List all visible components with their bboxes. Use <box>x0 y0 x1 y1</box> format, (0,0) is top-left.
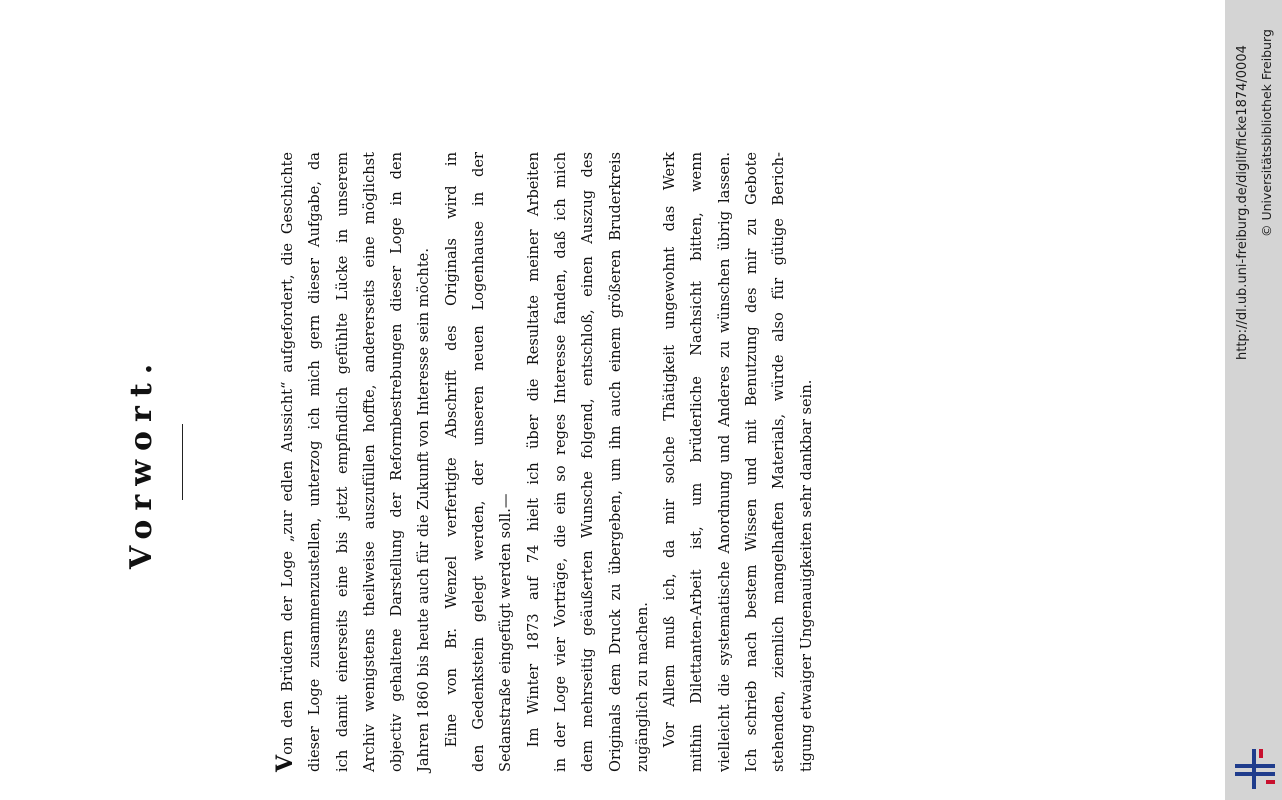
paragraph <box>438 152 520 772</box>
text-line <box>520 152 547 772</box>
copyright-notice: © Universitätsbibliothek Freiburg <box>1259 29 1274 237</box>
text-line-content: zugänglich zu machen. <box>633 602 651 772</box>
text-line <box>711 152 738 772</box>
text-line-content: ich damit einerseits eine bis jetzt empfindlich gefühlte Lücke in unserem <box>333 152 351 772</box>
text-line <box>272 152 301 772</box>
page-title: Vorwort. <box>124 354 159 570</box>
drop-cap: V <box>272 754 298 772</box>
text-line <box>301 152 328 772</box>
body-text <box>272 152 820 772</box>
text-line-content: dem mehrseitig geäußerten Wunsche folgend, entschloß, einen Auszug des <box>579 152 597 772</box>
paragraph <box>272 152 438 772</box>
text-line <box>602 152 629 772</box>
text-line <box>492 152 519 772</box>
text-line-content: mithin Dilettanten-Arbeit ist, um brüderliche Nachsicht bitten, wenn <box>688 152 706 772</box>
source-url-link[interactable]: http://dl.ub.uni-freiburg.de/diglit/ficke1874/0004 <box>1235 45 1250 360</box>
text-line <box>574 152 601 772</box>
paragraph <box>656 152 820 772</box>
text-line <box>793 152 820 772</box>
text-line-content: Jahren 1860 bis heute auch für die Zukunft von Interesse sein möchte. <box>415 248 433 772</box>
text-line <box>683 152 710 772</box>
text-line-content: vielleicht die systematische Anordnung und Anderes zu wünschen übrig lassen. <box>715 152 733 772</box>
text-line <box>629 152 656 772</box>
text-line-content: Sedanstraße eingefügt werden soll.— <box>497 493 515 772</box>
text-line-content: Ich schrieb nach bestem Wissen und mit Benutzung des mir zu Gebote <box>743 152 761 772</box>
text-line-content: Im Winter 1873 auf 74 hielt ich über die Resultate meiner Arbeiten <box>524 152 542 748</box>
ub-freiburg-logo-icon <box>1233 747 1277 791</box>
text-line <box>738 152 765 772</box>
text-line-content: Originals dem Druck zu übergeben, um ihn auch einem größeren Bruderkreis <box>606 152 624 772</box>
text-line <box>383 152 410 772</box>
text-line <box>765 152 792 772</box>
text-line <box>547 152 574 772</box>
text-line-content: on den Brüdern der Loge „zur edlen Aussicht“ aufgefordert, die Geschichte <box>279 152 296 755</box>
text-line-content: dieser Loge zusammenzustellen, unterzog ich mich gern dieser Aufgabe, da <box>306 152 324 772</box>
rotated-page <box>124 152 950 772</box>
text-line-content: Vor Allem muß ich, da mir solche Thätigkeit ungewohnt das Werk <box>661 152 679 748</box>
text-line <box>356 152 383 772</box>
text-line <box>410 152 437 772</box>
text-line <box>438 152 465 772</box>
text-line <box>656 152 683 772</box>
text-line <box>329 152 356 772</box>
paragraph <box>520 152 656 772</box>
text-line-content: Archiv wenigstens theilweise auszufüllen hoffte, andererseits eine möglichst <box>360 152 378 772</box>
title-rule <box>182 424 183 500</box>
text-line-content: Eine von Br. Wenzel verfertigte Abschrift des Originals wird in <box>442 152 460 748</box>
text-line-content: tigung etwaiger Ungenauigkeiten sehr dankbar sein. <box>797 379 815 772</box>
text-line-content: in der Loge vier Vorträge, die ein so reges Interesse fanden, daß ich mich <box>551 152 569 772</box>
text-line <box>465 152 492 772</box>
text-line-content: objectiv gehaltene Darstellung der Reformbestrebungen dieser Loge in den <box>388 152 406 772</box>
text-line-content: stehenden, ziemlich mangelhaften Materials, würde also für gütige Berich- <box>770 152 788 772</box>
text-line-content: den Gedenkstein gelegt werden, der unseren neuen Logenhause in der <box>470 152 488 772</box>
